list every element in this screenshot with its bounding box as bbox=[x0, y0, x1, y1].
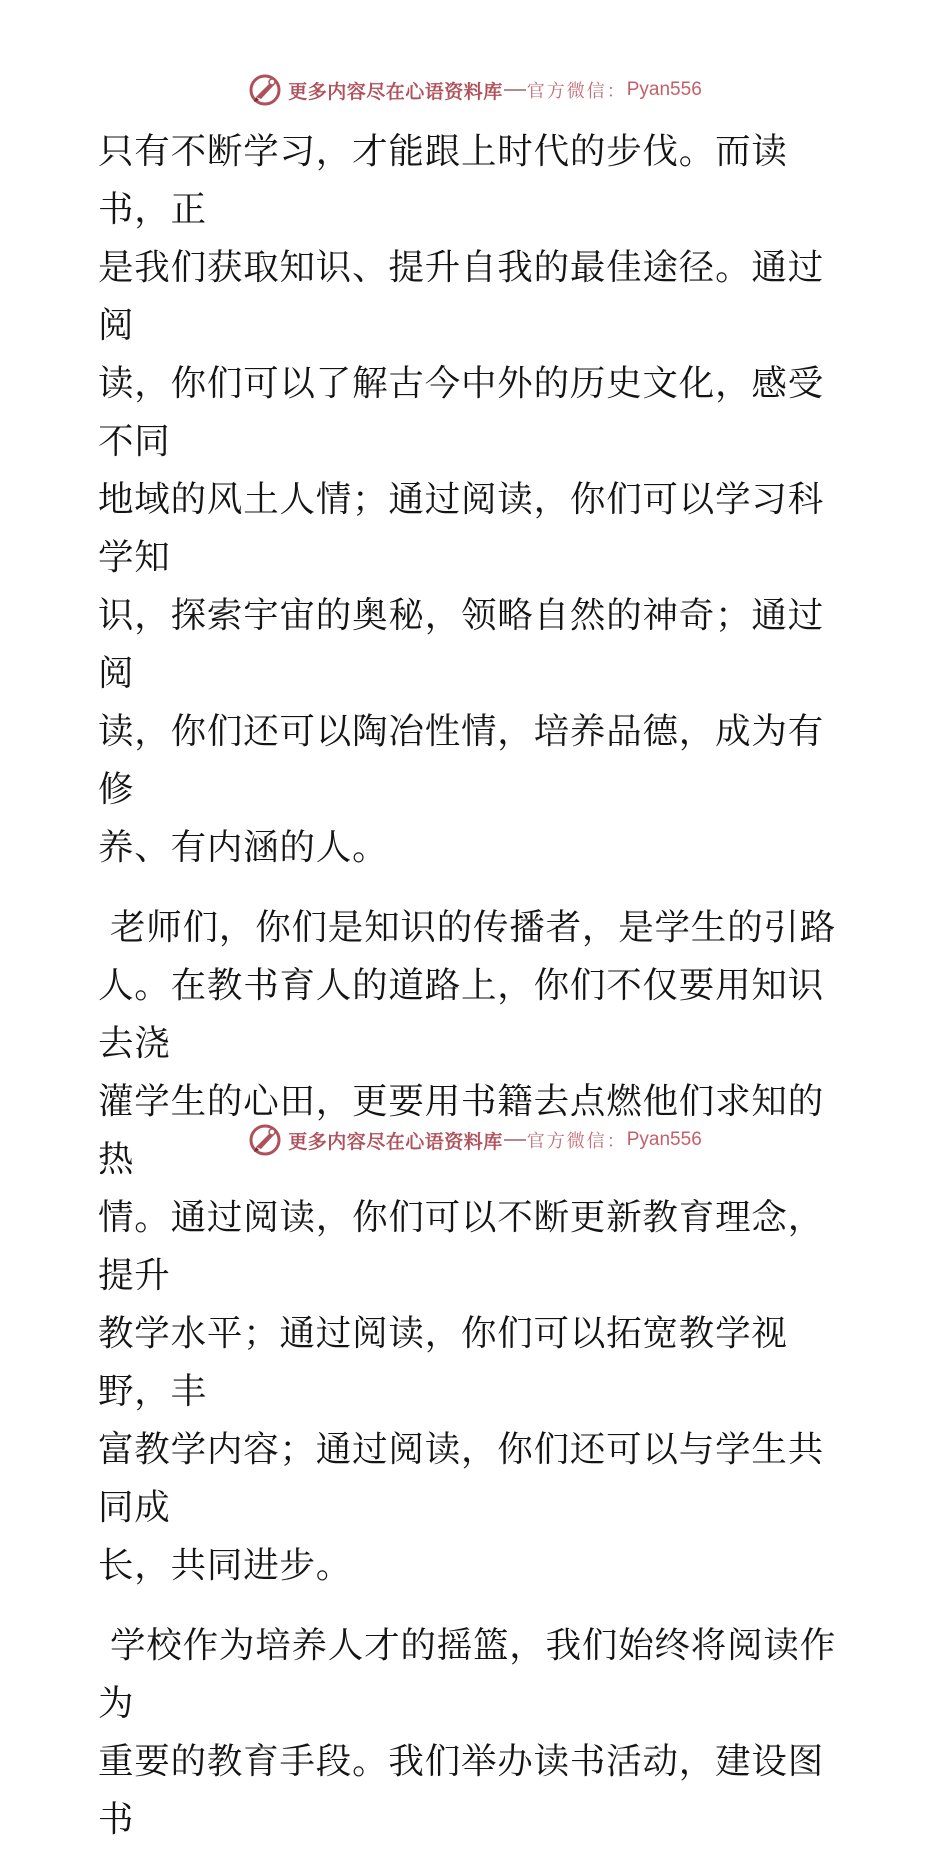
banner-main-text: 更多内容尽在心语资料库 bbox=[288, 80, 503, 103]
text-line: 人。在教书育人的道路上，你们不仅要用知识去浇 bbox=[98, 965, 825, 1064]
banner-text bbox=[288, 1127, 702, 1154]
header-banner bbox=[0, 70, 950, 110]
banner-dash bbox=[504, 89, 526, 91]
banner-account-id: Pyan556 bbox=[626, 1129, 702, 1150]
text-line: 长，共同进步。 bbox=[98, 1545, 353, 1586]
banner-text bbox=[288, 77, 702, 104]
text-line: 学校作为培养人才的摇篮，我们始终将阅读作为 bbox=[98, 1625, 837, 1724]
text-line: 老师们，你们是知识的传播者，是学生的引路 bbox=[110, 907, 837, 948]
text-line: 识，探索宇宙的奥秘，领略自然的神奇；通过阅 bbox=[98, 595, 825, 694]
paragraph-gap bbox=[98, 1595, 858, 1617]
pen-circle-logo-icon bbox=[248, 1123, 282, 1157]
banner-main-text: 更多内容尽在心语资料库 bbox=[288, 1130, 503, 1153]
paragraph-3 bbox=[98, 1617, 858, 1849]
footer-banner bbox=[0, 1120, 950, 1160]
text-line: 地域的风土人情；通过阅读，你们可以学习科学知 bbox=[98, 479, 825, 578]
text-line: 情。通过阅读，你们可以不断更新教育理念，提升 bbox=[98, 1197, 825, 1296]
text-line: 读，你们可以了解古今中外的历史文化，感受不同 bbox=[98, 363, 825, 462]
text-line: 灌学生的心田，更要用书籍去点燃他们求知的热 bbox=[98, 1081, 825, 1180]
paragraph-2 bbox=[98, 899, 858, 1595]
banner-dash bbox=[504, 1139, 526, 1141]
text-line: 读，你们还可以陶冶性情，培养品德，成为有修 bbox=[98, 711, 825, 810]
text-line: 养、有内涵的人。 bbox=[98, 827, 389, 868]
paragraph-gap bbox=[98, 877, 858, 899]
document-body bbox=[98, 123, 858, 1849]
text-line: 教学水平；通过阅读，你们可以拓宽教学视野，丰 bbox=[98, 1313, 788, 1412]
banner-sub-text: 官方微信： bbox=[526, 81, 627, 102]
pen-circle-logo-icon bbox=[248, 73, 282, 107]
paragraph-1 bbox=[98, 123, 858, 877]
banner-account-id: Pyan556 bbox=[626, 79, 702, 100]
text-line: 是我们获取知识、提升自我的最佳途径。通过阅 bbox=[98, 247, 825, 346]
text-line: 富教学内容；通过阅读，你们还可以与学生共同成 bbox=[98, 1429, 825, 1528]
banner-sub-text: 官方微信： bbox=[526, 1131, 627, 1152]
text-line: 只有不断学习，才能跟上时代的步伐。而读书，正 bbox=[98, 131, 788, 230]
text-line: 重要的教育手段。我们举办读书活动，建设图书 bbox=[98, 1741, 825, 1840]
